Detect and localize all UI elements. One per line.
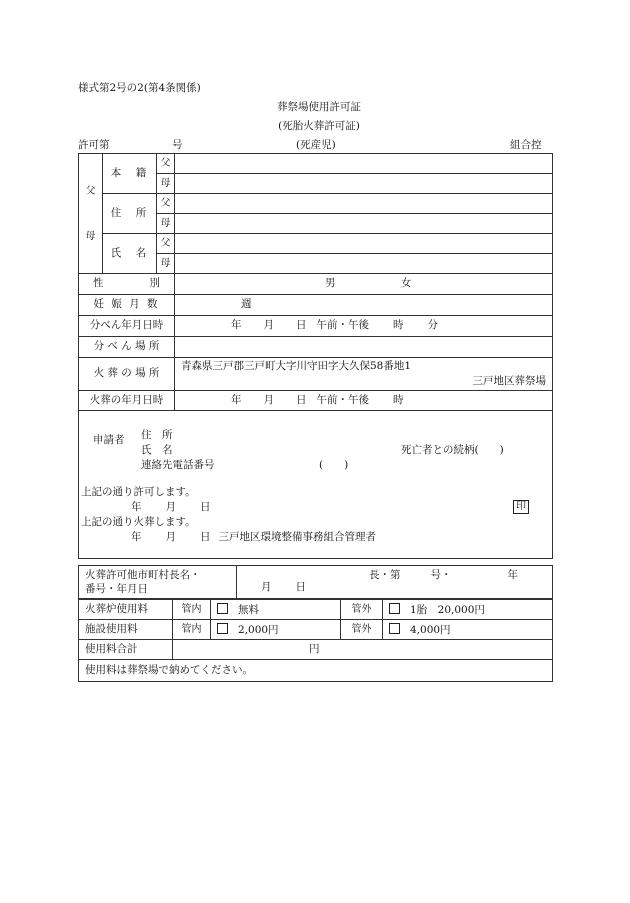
fee-note: 使用料は葬祭場で納めてください。 (79, 660, 553, 682)
applicant-name-label: 氏 名 (141, 444, 173, 456)
honseki-mother-label: 母 (157, 174, 175, 194)
other-municipality-field[interactable]: 長・第 号・ 年月 日 (237, 566, 553, 599)
name-mother-field[interactable] (175, 254, 553, 274)
address-mother-field[interactable] (175, 214, 553, 234)
sex-field[interactable] (175, 274, 553, 295)
name-father-field[interactable] (175, 234, 553, 254)
checkbox-icon (389, 623, 400, 634)
fee-total-label: 使用料合計 (79, 640, 173, 660)
address-father-field[interactable] (175, 194, 553, 214)
honseki-mother-field[interactable] (175, 174, 553, 194)
phone-field[interactable]: ( ) (319, 459, 349, 471)
applicant-section (79, 411, 553, 559)
facility-out-label: 管外 (341, 620, 383, 640)
female-option[interactable]: 女 (400, 277, 412, 290)
permit-table (78, 153, 553, 559)
honseki-father-label: 父 (157, 154, 175, 174)
cremate-date[interactable]: 年 月 日 三戸地区環境整備事務組合管理者 (131, 531, 376, 543)
applicant-label: 申請者 (93, 434, 125, 446)
sex-label: 性 別 (79, 274, 175, 295)
name-father-label: 父 (157, 234, 175, 254)
male-option[interactable]: 男 (325, 277, 336, 290)
other-municipality-label: 火葬許可他市町村長名・ 番号・年月日 (79, 566, 237, 599)
permit-no-prefix: 許可第 (78, 139, 110, 151)
birth-datetime-field[interactable]: 年 月 日 午前・午後 時 分 (175, 316, 553, 337)
birth-place-field[interactable] (175, 337, 553, 358)
furnace-in-label: 管内 (173, 600, 211, 620)
crematorium-name: 三戸地区葬祭場 (472, 374, 546, 387)
permit-no-suffix: 号 (172, 139, 183, 151)
cremation-place-label: 火 葬 の 場 所 (79, 358, 175, 391)
relation-label: 死亡者との続柄( ) (401, 444, 504, 456)
checkbox-icon (217, 623, 228, 634)
cremation-datetime-label: 火葬の年月日時 (79, 391, 175, 411)
facility-out-option[interactable]: 4,000円 (383, 620, 553, 640)
gestation-field[interactable]: 週 (175, 295, 553, 316)
checkbox-icon (217, 603, 228, 614)
facility-in-label: 管内 (173, 620, 211, 640)
fee-total-field[interactable]: 円 (173, 640, 553, 660)
facility-fee-label: 施設使用料 (79, 620, 173, 640)
other-municipality-table (78, 565, 553, 599)
form-subtitle: (死胎火葬許可証) (278, 120, 360, 132)
birth-datetime-label: 分べん年月日時 (79, 316, 175, 337)
fee-table (78, 599, 553, 682)
applicant-address-label: 住 所 (141, 429, 173, 441)
name-mother-label: 母 (157, 254, 175, 274)
cremation-datetime-field[interactable]: 年 月 日 午前・午後 時 (175, 391, 553, 411)
seal-mark: 印 (513, 500, 529, 514)
honseki-label: 本 籍 (103, 154, 157, 194)
birth-place-label: 分 べ ん 場 所 (79, 337, 175, 358)
furnace-in-option[interactable]: 無料 (211, 600, 341, 620)
address-mother-label: 母 (157, 214, 175, 234)
cremation-place-field (175, 358, 553, 391)
cremate-statement: 上記の通り火葬します。 (81, 516, 196, 528)
name-label: 氏 名 (103, 234, 157, 274)
stillborn-label: (死産児) (296, 139, 336, 151)
furnace-out-label: 管外 (341, 600, 383, 620)
honseki-father-field[interactable] (175, 154, 553, 174)
gestation-label: 妊 娠 月 数 (79, 295, 175, 316)
facility-in-option[interactable]: 2,000円 (211, 620, 341, 640)
address-label: 住 所 (103, 194, 157, 234)
furnace-fee-label: 火葬炉使用料 (79, 600, 173, 620)
furnace-out-option[interactable]: 1胎 20,000円 (383, 600, 553, 620)
form-title: 葬祭場使用許可証 (277, 101, 361, 113)
permit-statement: 上記の通り許可します。 (81, 486, 196, 498)
permit-date[interactable]: 年 月 日 (131, 501, 211, 513)
manager-name: 三戸地区環境整備事務組合管理者 (218, 531, 376, 543)
cremation-address: 青森県三戸郡三戸町大字川守田字大久保58番地1 (181, 359, 412, 372)
phone-label: 連絡先電話番号 (141, 459, 215, 471)
parents-group-label: 父 母 (79, 154, 103, 274)
checkbox-icon (389, 603, 400, 614)
form-number: 様式第2号の2(第4条関係) (78, 82, 201, 94)
address-father-label: 父 (157, 194, 175, 214)
union-copy-label: 組合控 (510, 139, 542, 151)
